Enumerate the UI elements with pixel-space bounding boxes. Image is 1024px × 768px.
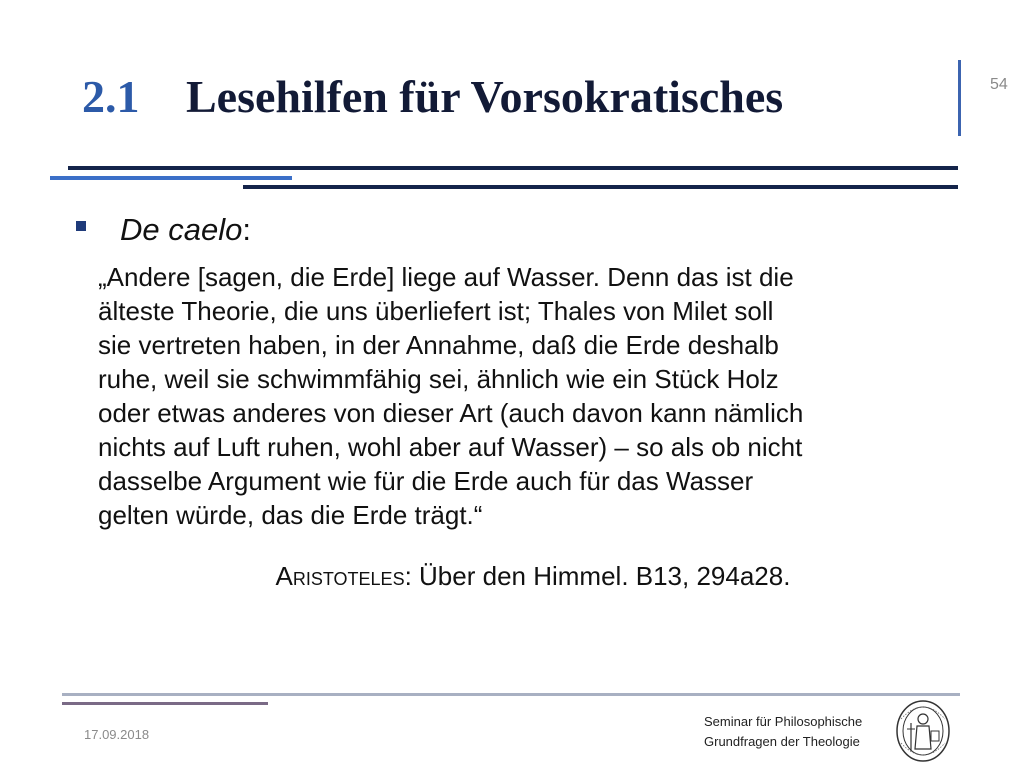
header-vertical-divider bbox=[958, 60, 961, 136]
quote-line: nichts auf Luft ruhen, wohl aber auf Wasser) – so als ob nicht bbox=[98, 432, 803, 462]
work-title: De caelo bbox=[120, 212, 243, 247]
seminar-name bbox=[704, 712, 862, 752]
title-rule-bottom bbox=[243, 185, 958, 189]
footer-rule-accent bbox=[62, 702, 268, 705]
quote-line: älteste Theorie, die uns überliefert ist; Thales von Milet soll bbox=[98, 296, 774, 326]
title-rule-accent bbox=[50, 176, 292, 180]
section-number: 2.1 bbox=[82, 71, 140, 122]
quote-block bbox=[98, 260, 968, 532]
footer-rule bbox=[62, 693, 960, 696]
quote-line: gelten würde, das die Erde trägt.“ bbox=[98, 500, 483, 530]
university-seal-icon bbox=[895, 699, 951, 763]
quote-line: oder etwas anderes von dieser Art (auch davon kann nämlich bbox=[98, 398, 804, 428]
square-bullet-icon bbox=[76, 221, 86, 231]
quote-line: ruhe, weil sie schwimmfähig sei, ähnlich wie ein Stück Holz bbox=[98, 364, 779, 394]
slide-date: 17.09.2018 bbox=[84, 727, 150, 742]
seminar-line-1: Seminar für Philosophische bbox=[704, 714, 863, 729]
title-text: Lesehilfen für Vorsokratisches bbox=[186, 71, 784, 122]
quote-line: „Andere [sagen, die Erde] liege auf Wasser. Denn das ist die bbox=[98, 262, 794, 292]
citation bbox=[98, 561, 968, 592]
citation-source: : Über den Himmel. B13, 294a28. bbox=[404, 561, 791, 591]
quote-line: dasselbe Argument wie für die Erde auch für das Wasser bbox=[98, 466, 754, 496]
quote-line: sie vertreten haben, in der Annahme, daß die Erde deshalb bbox=[98, 330, 779, 360]
slide-title bbox=[82, 70, 783, 123]
citation-author: Aristoteles bbox=[275, 561, 405, 591]
bullet-heading bbox=[76, 212, 251, 248]
title-rule-top bbox=[68, 166, 958, 170]
page-number: 54 bbox=[990, 76, 1008, 93]
seminar-line-2: Grundfragen der Theologie bbox=[704, 734, 860, 749]
heading-colon: : bbox=[242, 212, 251, 247]
